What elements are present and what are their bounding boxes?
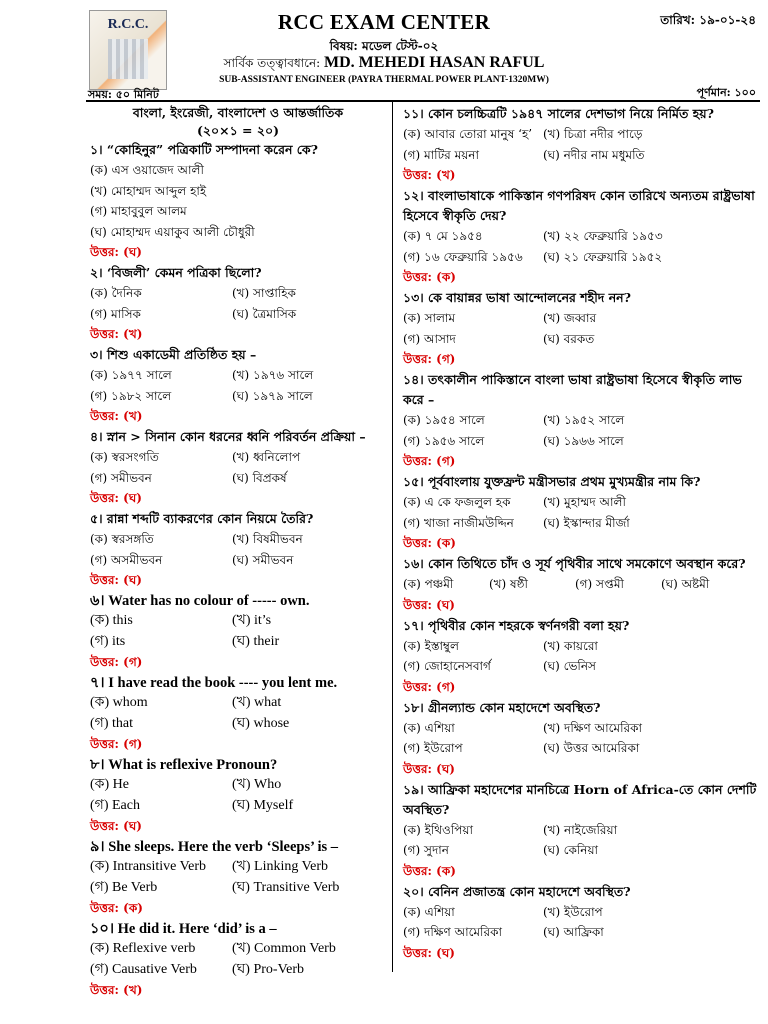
answer-option: (গ) Be Verb: [90, 879, 158, 895]
answer-option: (ক) সালাম: [403, 311, 456, 325]
answer-option: (ক) স্বরসংগতি: [90, 450, 159, 464]
answer-option: (খ) কায়রো: [543, 638, 598, 653]
question-text: ১০। He did it. Here ‘did’ is a –: [90, 921, 277, 937]
answer-option: (খ) মুহাম্মদ আলী: [543, 495, 626, 509]
full-marks: পূর্ণমান: ১০০: [696, 86, 756, 99]
option-row: [403, 145, 758, 166]
answer-option: (খ) দক্ষিণ আমেরিকা: [543, 720, 642, 735]
answer-option: (খ) চিত্রা নদীর পাড়ে: [543, 127, 643, 141]
supervision-label: সার্বিক তত্ত্বাবধানে:: [223, 56, 321, 70]
option-row: [90, 283, 386, 304]
answer-option: (খ) what: [232, 695, 282, 710]
option-row: [90, 878, 386, 899]
answer-option: (খ) ষষ্ঠী: [489, 577, 528, 591]
answer-option: (ক) এ কে ফজলুল হক: [403, 495, 511, 509]
answer-option: (গ) মাটির ময়না: [403, 147, 479, 162]
exam-time: সময়: ৫০ মিনিট: [88, 88, 159, 101]
answer-option: (গ) ১৯৮২ সালে: [90, 388, 172, 403]
question-text: ৫। রান্না শব্দটি ব্যাকরণের কোন নিয়মে তৈরি?: [90, 511, 314, 526]
answer-option: (গ) অসমীভবন: [90, 552, 163, 567]
header-divider: [86, 100, 760, 102]
answer-key: উত্তর: (গ): [90, 655, 143, 669]
answer-key: উত্তর: (ঘ): [90, 245, 142, 259]
option-row: [403, 902, 758, 923]
question-block: [90, 140, 386, 263]
answer-key: উত্তর: (ঘ): [403, 761, 455, 776]
question-block: [403, 698, 758, 780]
option-row: [90, 775, 386, 796]
question-text: ৮। What is reflexive Pronoun?: [90, 757, 278, 773]
option-row: [403, 124, 758, 145]
question-block: [403, 554, 758, 616]
answer-option: (ক) Intransitive Verb: [90, 859, 207, 874]
option-row: [403, 329, 758, 350]
answer-option: (খ) Linking Verb: [232, 859, 329, 874]
answer-option: (ঘ) ইস্কান্দার মীর্জা: [543, 515, 630, 530]
answer-option: (গ) আসাদ: [403, 331, 456, 346]
answer-option: (ঘ) নদীর নাম মধুমতি: [543, 147, 645, 162]
option-row: [90, 304, 386, 325]
answer-option: (ঘ) Transitive Verb: [232, 879, 340, 895]
question-block: [90, 591, 386, 673]
column-divider: [392, 102, 393, 972]
question-text: ৭। I have read the book ---- you lent me.: [90, 675, 338, 691]
supervision-line: [0, 54, 768, 75]
answer-option: (খ) it’s: [232, 613, 272, 628]
answer-option: (গ) its: [90, 633, 126, 649]
option-row: [403, 492, 758, 513]
question-block: [403, 472, 758, 554]
question-block: [403, 616, 758, 698]
answer-key: উত্তর: (ঘ): [90, 491, 142, 505]
answer-option: (গ) মাহাবুবুল আলম: [90, 204, 187, 218]
answer-option: (ঘ) ভেনিস: [543, 659, 596, 673]
supervisor-name: MD. MEHEDI HASAN RAFUL: [324, 54, 545, 71]
option-row: [90, 447, 386, 468]
answer-key: উত্তর: (গ): [90, 737, 143, 751]
answer-option: (খ) সাপ্তাহিক: [232, 286, 296, 300]
question-block: [403, 882, 758, 964]
answer-option: (খ) ১৯৭৬ সালে: [232, 368, 314, 382]
answer-option: (ঘ) বরকত: [543, 331, 595, 346]
answer-option: (ঘ) মোহাম্মদ এয়াকুব আলী চৌধুরী: [90, 224, 255, 239]
question-text: ৬। Water has no colour of ----- own.: [90, 593, 310, 609]
answer-option: (ক) ইস্তাম্বুল: [403, 638, 459, 653]
answer-key: উত্তর: (ঘ): [403, 945, 455, 960]
option-row: [90, 714, 386, 735]
answer-option: (ঘ) ত্রৈমাসিক: [232, 306, 297, 321]
question-block: [90, 263, 386, 345]
answer-key: উত্তর: (খ): [403, 168, 456, 182]
question-text: ১৫। পূর্ববাংলায় যুক্তফ্রন্ট মন্ত্রীসভার প্রথম মুখ্যমন্ত্রীর নাম কি?: [403, 474, 701, 489]
answer-option: (ঘ) উত্তর আমেরিকা: [543, 741, 640, 755]
option-row: [90, 960, 386, 981]
question-block: [90, 755, 386, 837]
answer-option: (খ) ২২ ফেব্রুয়ারি ১৯৫৩: [543, 229, 663, 243]
answer-key: উত্তর: (গ): [403, 679, 456, 694]
question-block: [403, 780, 758, 882]
page-title: RCC EXAM CENTER: [277, 10, 491, 34]
question-text: ৯। She sleeps. Here the verb ‘Sleeps’ is –: [90, 839, 339, 855]
option-row: [90, 550, 386, 571]
question-text: ১২। বাংলাভাষাকে পাকিস্তান গণপরিষদ কোন তারিখে অন্যতম রাষ্ট্রভাষা হিসেবে স্বীকৃতি দেয়?: [403, 188, 755, 223]
option-row: [403, 656, 758, 677]
answer-option: (গ) সমীভবন: [90, 470, 152, 485]
option-row: [403, 513, 758, 534]
answer-option: (ঘ) সমীভবন: [232, 552, 294, 567]
answer-option: (গ) ১৬ ফেব্রুয়ারি ১৯৫৬: [403, 249, 523, 264]
option-row: [403, 922, 758, 943]
answer-option: (গ) খাজা নাজীমউদ্দিন: [403, 515, 514, 530]
question-block: [90, 427, 386, 509]
answer-option: (খ) Common Verb: [232, 941, 336, 956]
answer-option: (ঘ) their: [232, 633, 280, 649]
answer-option: (গ) ১৯৫৬ সালে: [403, 433, 485, 448]
option-row: [90, 201, 386, 222]
right-column: [403, 104, 758, 964]
section-title: বাংলা, ইংরেজী, বাংলাদেশ ও আন্তর্জাতিক: [132, 105, 344, 120]
option-row: [90, 529, 386, 550]
question-block: [403, 186, 758, 288]
answer-option: (ক) ইথিওপিয়া: [403, 822, 473, 837]
option-row: [403, 247, 758, 268]
answer-option: (ক) দৈনিক: [90, 286, 142, 300]
answer-option: (খ) ইউরোপ: [543, 904, 603, 919]
answer-option: (ক) whom: [90, 695, 148, 710]
option-row: [90, 857, 386, 878]
question-text: ১৭। পৃথিবীর কোন শহরকে স্বর্ণনগরী বলা হয়?: [403, 617, 630, 633]
option-row: [90, 160, 386, 181]
option-row: [403, 636, 758, 657]
answer-option: (খ) জব্বার: [543, 311, 597, 325]
answer-option: (খ) মোহাম্মদ আব্দুল হাই: [90, 183, 207, 198]
question-block: [403, 370, 758, 472]
question-block: [90, 673, 386, 755]
option-row: [90, 468, 386, 489]
answer-option: (ঘ) Myself: [232, 797, 294, 813]
answer-option: (খ) নাইজেরিয়া: [543, 822, 618, 837]
answer-option: (ক) ১৯৭৭ সালে: [90, 368, 172, 382]
exam-date: তারিখ: ১৯-০১-২৪: [660, 13, 756, 27]
answer-option: (ক) ১৯৫৪ সালে: [403, 413, 485, 427]
question-text: ১৯। আফ্রিকা মহাদেশের মানচিত্রে Horn of Africa-তে কোন দেশটি অবস্থিত?: [403, 781, 757, 817]
answer-option: (ক) এশিয়া: [403, 904, 455, 919]
answer-option: (ঘ) ১৯৭৯ সালে: [232, 388, 313, 403]
answer-option: (ক) আবার তোরা মানুষ ‘হ’: [403, 127, 533, 141]
answer-option: (গ) সপ্তমী: [575, 577, 624, 591]
question-block: [403, 104, 758, 186]
answer-option: (খ) বিষমীভবন: [232, 532, 303, 546]
answer-option: (ঘ) কেনিয়া: [543, 843, 598, 857]
option-row: [90, 222, 386, 243]
question-text: ১৩। কে বায়ান্নর ভাষা আন্দোলনের শহীদ নন?: [403, 290, 631, 305]
answer-key: উত্তর: (ক): [403, 863, 456, 878]
question-text: ১। “কোহিনুর” পত্রিকাটি সম্পাদনা করেন কে?: [90, 142, 318, 157]
answer-option: (ঘ) ১৯৬৬ সালে: [543, 433, 624, 448]
answer-option: (গ) দক্ষিণ আমেরিকা: [403, 925, 502, 939]
answer-option: (গ) ইউরোপ: [403, 741, 463, 755]
question-text: ১৪। তৎকালীন পাকিস্তানে বাংলা ভাষা রাষ্ট্রভাষা হিসেবে স্বীকৃতি লাভ করে –: [403, 372, 742, 407]
answer-option: (গ) মাসিক: [90, 306, 141, 321]
answer-key: উত্তর: (খ): [90, 409, 143, 423]
supervisor-designation: SUB-ASSISTANT ENGINEER (PAYRA THERMAL POWER PLANT-1320MW): [219, 75, 549, 85]
option-row: [90, 365, 386, 386]
option-row: [403, 410, 758, 431]
answer-option: (ঘ) whose: [232, 715, 290, 731]
exam-subject: বিষয়: মডেল টেস্ট-০২: [329, 39, 439, 53]
answer-key: উত্তর: (খ): [90, 327, 143, 341]
left-column: [90, 104, 386, 1001]
option-row: [90, 939, 386, 960]
option-row: [403, 820, 758, 841]
answer-option: (ক) এশিয়া: [403, 720, 455, 735]
answer-key: উত্তর: (ঘ): [90, 819, 142, 833]
question-text: ১৮। গ্রীনল্যান্ড কোন মহাদেশে অবস্থিত?: [403, 699, 601, 715]
answer-option: (ঘ) Pro-Verb: [232, 961, 305, 977]
question-block: [403, 288, 758, 370]
option-row: [403, 840, 758, 861]
question-text: ২০। বেনিন প্রজাতন্ত্র কোন মহাদেশে অবস্থিত?: [403, 883, 631, 899]
answer-option: (গ) that: [90, 715, 133, 731]
answer-option: (ক) this: [90, 613, 133, 628]
option-row: [90, 693, 386, 714]
option-row: [90, 632, 386, 653]
option-row: [403, 718, 758, 739]
answer-key: উত্তর: (গ): [403, 352, 456, 366]
answer-option: (ক) পঞ্চমী: [403, 577, 454, 591]
answer-option: (খ) Who: [232, 777, 282, 792]
answer-option: (ঘ) আফ্রিকা: [543, 925, 604, 939]
answer-option: (ক) ৭ মে ১৯৫৪: [403, 229, 483, 243]
question-text: ১১। কোন চলচ্চিত্রটি ১৯৪৭ সালের দেশভাগ নিয়ে নির্মিত হয়?: [403, 106, 714, 121]
question-block: [90, 509, 386, 591]
question-text: ৩। শিশু একাডেমী প্রতিষ্ঠিত হয় –: [90, 347, 257, 362]
answer-key: উত্তর: (ক): [403, 270, 456, 284]
answer-key: উত্তর: (ঘ): [90, 573, 142, 587]
option-row: [90, 796, 386, 817]
option-row: [90, 386, 386, 407]
answer-option: (ঘ) বিপ্রকর্ষ: [232, 470, 287, 485]
question-block: [90, 837, 386, 919]
option-row: [403, 738, 758, 759]
answer-option: (ঘ) অষ্টমী: [661, 577, 710, 591]
question-text: ১৬। কোন তিথিতে চাঁদ ও সূর্য পৃথিবীর সাথে সমকোণে অবস্থান করে?: [403, 556, 746, 571]
answer-option: (গ) জোহানেসবার্গ: [403, 659, 491, 673]
answer-key: উত্তর: (ক): [90, 901, 143, 915]
answer-option: (ক) এস ওয়াজেদ আলী: [90, 163, 204, 177]
question-text: ৪। স্নান > সিনান কোন ধরনের ধ্বনি পরিবর্তন প্রক্রিয়া –: [90, 429, 366, 444]
option-row: [403, 431, 758, 452]
option-row: [90, 611, 386, 632]
answer-option: (গ) Each: [90, 797, 140, 813]
answer-option: (ক) He: [90, 777, 129, 792]
option-row: [403, 308, 758, 329]
answer-option: (ক) স্বরসঙ্গতি: [90, 532, 154, 546]
section-marks: (২০×১ = ২০): [196, 123, 280, 138]
answer-option: (গ) সুদান: [403, 843, 449, 857]
answer-option: (গ) Causative Verb: [90, 961, 197, 977]
answer-key: উত্তর: (গ): [403, 454, 456, 468]
question-block: [90, 919, 386, 1001]
option-row: [403, 226, 758, 247]
answer-option: (ঘ) ২১ ফেব্রুয়ারি ১৯৫২: [543, 249, 663, 264]
answer-option: (ক) Reflexive verb: [90, 941, 196, 956]
answer-option: (খ) ১৯৫২ সালে: [543, 413, 625, 427]
answer-key: উত্তর: (খ): [90, 983, 143, 997]
answer-key: উত্তর: (ঘ): [403, 597, 455, 612]
option-row: [403, 574, 758, 595]
question-block: [90, 345, 386, 427]
option-row: [90, 181, 386, 202]
answer-option: (খ) ধ্বনিলোপ: [232, 450, 301, 464]
logo-text: R.C.C.: [107, 17, 149, 32]
question-text: ২। ‘বিজলী’ কেমন পত্রিকা ছিলো?: [90, 265, 262, 280]
answer-key: উত্তর: (ক): [403, 536, 456, 550]
